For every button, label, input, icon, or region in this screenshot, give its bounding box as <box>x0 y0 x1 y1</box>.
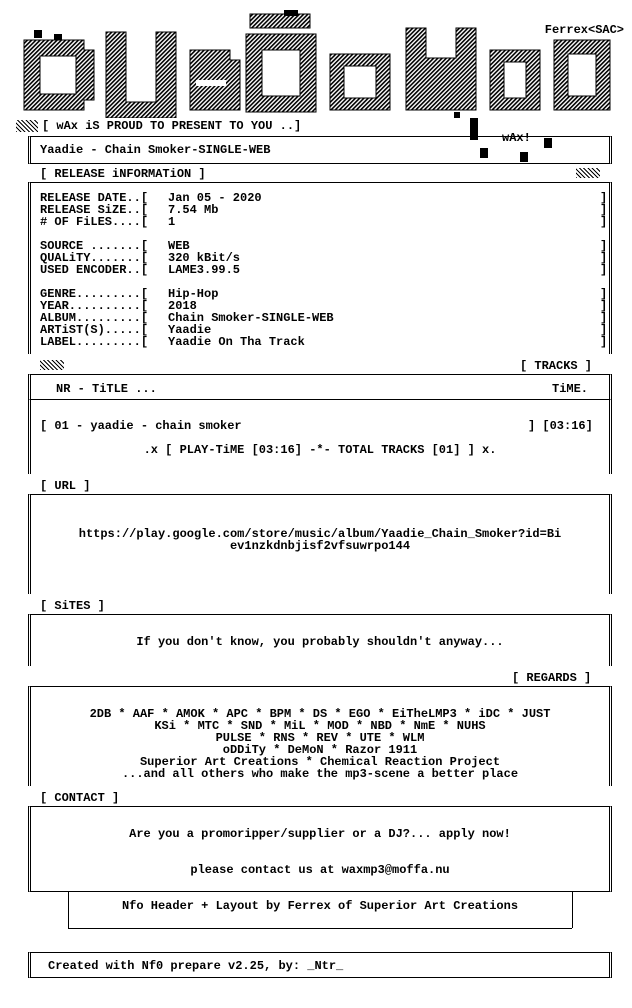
release-info-heading: [ RELEASE iNFORMATiON ] <box>40 167 206 181</box>
bracket: ] <box>600 215 608 229</box>
url-line-2[interactable]: ev1nzkdnbjisf2vfsuwrpo144 <box>229 539 411 553</box>
info-value: Jan 05 - 2020 <box>168 191 262 205</box>
info-value: 2018 <box>168 299 197 313</box>
wax-ascii-logo <box>14 10 618 118</box>
bracket: ] <box>600 203 608 217</box>
url-line-1[interactable]: https://play.google.com/store/music/album/Yaadie_Chain_Smoker?id=Bi <box>78 527 562 541</box>
hatch-block <box>40 360 64 370</box>
bracket: ] <box>600 263 608 277</box>
info-label: # OF FiLES....[ <box>40 215 149 229</box>
bracket: ] <box>600 251 608 265</box>
col-time: TiME. <box>552 382 589 396</box>
info-label: YEAR..........[ <box>40 299 149 313</box>
frame-line <box>68 928 572 929</box>
track-entry: [ 01 - yaadie - chain smoker <box>40 419 242 433</box>
col-nr-title: NR - TiTLE ... <box>56 382 157 396</box>
info-label: GENRE.........[ <box>40 287 149 301</box>
info-value: 1 <box>168 215 176 229</box>
info-value: Yaadie On Tha Track <box>168 335 305 349</box>
wax-tag: wAx! <box>502 131 531 145</box>
info-value: 320 kBit/s <box>168 251 241 265</box>
contact-heading: [ CONTACT ] <box>40 791 120 805</box>
regards-line: PULSE * RNS * REV * UTE * WLM <box>215 731 425 745</box>
info-label: QUALiTY.......[ <box>40 251 149 265</box>
bracket: ] <box>600 191 608 205</box>
regards-line: ...and all others who make the mp3-scene a better place <box>121 767 519 781</box>
tracks-heading: [ TRACKS ] <box>520 359 593 373</box>
bracket: ] <box>600 323 608 337</box>
release-title: Yaadie - Chain Smoker-SINGLE-WEB <box>40 143 271 157</box>
contact-line-1: Are you a promoripper/supplier or a DJ?... apply now! <box>129 827 511 841</box>
info-label: RELEASE DATE..[ <box>40 191 149 205</box>
header-credit: Ferrex<SAC> <box>544 23 624 37</box>
track-time: ] [03:16] <box>528 419 593 433</box>
frame-line <box>572 892 573 928</box>
bracket: ] <box>600 299 608 313</box>
tracks-box <box>28 400 612 474</box>
regards-line: 2DB * AAF * AMOK * APC * BPM * DS * EGO * EiTheLMP3 * iDC * JUST <box>89 707 551 721</box>
info-label: ALBUM.........[ <box>40 311 149 325</box>
info-label: USED ENCODER..[ <box>40 263 149 277</box>
regards-line: KSi * MTC * SND * MiL * MOD * NBD * NmE * NUHS <box>154 719 486 733</box>
regards-line: Superior Art Creations * Chemical Reaction Project <box>139 755 501 769</box>
hatch-block <box>16 120 38 132</box>
sites-text: If you don't know, you probably shouldn't anyway... <box>136 635 504 649</box>
info-label: ARTiST(S).....[ <box>40 323 149 337</box>
layout-credit: Nfo Header + Layout by Ferrex of Superior Art Creations <box>121 899 519 913</box>
contact-box <box>28 806 612 892</box>
bracket: ] <box>600 287 608 301</box>
play-time-summary: .x [ PLAY-TiME [03:16] -*- TOTAL TRACKS [01] ] x. <box>143 443 497 457</box>
info-label: LABEL.........[ <box>40 335 149 349</box>
regards-line: oDDiTy * DeMoN * Razor 1911 <box>222 743 418 757</box>
bracket: ] <box>600 335 608 349</box>
url-heading: [ URL ] <box>40 479 91 493</box>
hatch-block <box>576 168 600 178</box>
contact-line-2[interactable]: please contact us at waxmp3@moffa.nu <box>190 863 450 877</box>
created-with: Created with Nf0 prepare v2.25, by: _Ntr_ <box>48 959 344 973</box>
info-value: WEB <box>168 239 190 253</box>
info-value: LAME3.99.5 <box>168 263 241 277</box>
info-value: Hip-Hop <box>168 287 219 301</box>
bracket: ] <box>600 239 608 253</box>
present-line: [ wAx iS PROUD TO PRESENT TO YOU ..] <box>42 119 302 133</box>
info-label: RELEASE SiZE..[ <box>40 203 149 217</box>
info-value: Chain Smoker-SINGLE-WEB <box>168 311 334 325</box>
regards-heading: [ REGARDS ] <box>512 671 592 685</box>
info-value: Yaadie <box>168 323 212 337</box>
info-label: SOURCE .......[ <box>40 239 149 253</box>
sites-heading: [ SiTES ] <box>40 599 105 613</box>
bracket: ] <box>600 311 608 325</box>
info-value: 7.54 Mb <box>168 203 219 217</box>
